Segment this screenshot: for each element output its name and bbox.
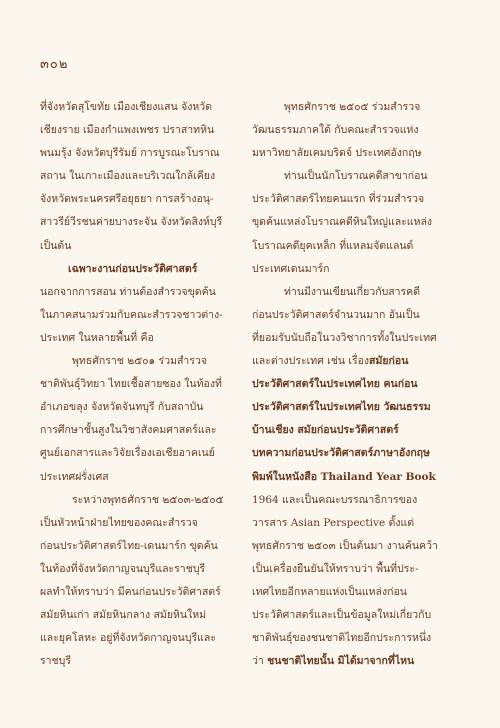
text-line: พนมรุ้ง จังหวัดบุรีรัมย์ การบูรณะโบราณ <box>40 147 220 160</box>
page-number: ๓๐๒ <box>40 57 69 72</box>
text-line: การศึกษาชั้นสูงในวิชาสังคมศาสตร์และ <box>40 424 217 437</box>
text-line: วารสาร Asian Perspective ตั้งแต่ <box>252 516 415 529</box>
text-line: ประวัติศาสตร์และเป็นข้อมูลใหม่เกี่ยวกับ <box>252 609 432 622</box>
text-line: โบราณคดียุคเหล็ก ที่แหลมจัตแลนด์ <box>252 239 414 252</box>
text-line <box>252 650 460 673</box>
text-line: บทความก่อนประวัติศาสตร์ภาษาอังกฤษ <box>252 447 430 460</box>
text-line: ที่จังหวัดสุโขทัย เมืองเชียงแสน จังหวัด <box>40 101 213 113</box>
text-line: เป็นหัวหน้าฝ่ายไทยของคณะสำรวจ <box>40 516 198 529</box>
text-line: เชียงราย เมืองกำแพงเพชร ปราสาทหิน <box>40 124 215 137</box>
text-line: ในภาคสนามร่วมกับคณะสำรวจชาวต่าง- <box>40 308 223 321</box>
text-line: ระหว่างพุทธศักราช ๒๕๐๓-๒๕๐๕ <box>72 493 224 506</box>
text-line: ชาติพันธุ์วิทยา ไทยเชื้อสายซอง ในท้องที่ <box>40 378 222 391</box>
text-line: สาวรีย์วีรชนค่ายบางระจัน จังหวัดสิงห์บุรี <box>40 216 223 229</box>
text-run: ว่า <box>252 655 268 668</box>
text-line <box>252 350 460 373</box>
left-column <box>40 96 248 673</box>
right-column <box>252 96 460 673</box>
text-line: บ้านเชียง สมัยก่อนประวัติศาสตร์ <box>252 424 399 437</box>
text-line: ที่ยอมรับนับถือในวงวิชาการทั้งในประเทศ <box>252 331 437 344</box>
text-line: ก่อนประวัติศาสตร์จำนวนมาก อันเป็น <box>252 308 420 321</box>
text-line: พุทธศักราช ๒๕๐๑ ร่วมสำรวจ <box>72 355 208 368</box>
text-line: ราชบุรี <box>40 655 71 668</box>
text-line: เทศไทยอีกหลายแห่งเป็นแหล่งก่อน <box>252 585 407 598</box>
text-line: ประเทศฝรั่งเศส <box>40 470 109 483</box>
text-line: ในท้องที่จังหวัดกาญจนบุรีและราชบุรี <box>40 562 206 575</box>
text-line: สมัยหินเก่า สมัยหินกลาง สมัยหินใหม่ <box>40 609 207 622</box>
bold-text-run: ชนชาติไทยนั้น มิได้มาจากที่ไหน <box>267 655 415 668</box>
text-line: และยุคโลหะ อยู่ที่จังหวัดกาญจนบุรีและ <box>40 632 216 645</box>
bold-text-run: สมัยก่อน <box>369 355 409 368</box>
text-line: เป็นต้น <box>40 239 72 252</box>
text-line: ประวัติศาสตร์ในประเทศไทย วัฒนธรรม <box>252 401 431 414</box>
text-run: และต่างประเทศ เช่น เรื่อง <box>252 355 370 368</box>
text-line: พุทธศักราช ๒๕๐๕ ร่วมสำรวจ <box>284 101 421 113</box>
text-line: ประเทศเดนมาร์ก <box>252 262 330 275</box>
text-line: ประวัติศาสตร์ไทยคนแรก ที่ร่วมสำรวจ <box>252 193 425 206</box>
text-line: ประวัติศาสตร์ในประเทศไทย คนก่อน <box>252 378 418 391</box>
text-line: อำเภอขลุง จังหวัดจันทบุรี กับสถาบัน <box>40 401 204 414</box>
text-line: ท่านมีงานเขียนเกี่ยวกับสารคดี <box>284 285 421 298</box>
text-line: จังหวัดพระนครศรีอยุธยา การสร้างอนุ- <box>40 193 214 206</box>
text-line: พุทธศักราช ๒๕๐๓ เป็นต้นมา งานค้นคว้า <box>252 539 438 552</box>
text-line: ก่อนประวัติศาสตร์ไทย-เดนมาร์ก ขุดค้น <box>40 539 218 552</box>
text-line: มหาวิทยาลัยเคมบริดจ์ ประเทศอังกฤษ <box>252 147 422 160</box>
text-line: เป็นเครื่องยืนยันให้ทราบว่า พื้นที่ประ- <box>252 562 419 575</box>
text-line: ประเทศ ในหลายพื้นที่ คือ <box>40 331 154 344</box>
text-line: 1964 และเป็นคณะบรรณาธิการของ <box>252 493 418 506</box>
text-line: ขุดค้นแหล่งโบราณคดีหินใหญ่และแหล่ง <box>252 216 433 229</box>
text-line: เฉพาะงานก่อนประวัติศาสตร์ <box>68 262 198 275</box>
text-line: วัฒนธรรมภาคใต้ กับคณะสำรวจแห่ง <box>252 124 419 137</box>
text-line: ชาติพันธุ์ของชนชาติไทยอีกประการหนึ่ง <box>252 632 432 645</box>
text-line: ผลทำให้ทราบว่า มีคนก่อนประวัติศาสตร์ <box>40 585 221 598</box>
text-line: ท่านเป็นนักโบราณคดีสาขาก่อน <box>284 170 428 183</box>
text-line: พิมพ์ในหนังสือ Thailand Year Book <box>252 470 436 483</box>
text-line: ศูนย์เอกสารและวิจัยเรื่องเอเชียอาคเนย์ <box>40 447 215 460</box>
text-line: นอกจากการสอน ท่านต้องสำรวจขุดค้น <box>40 285 216 298</box>
text-line: สถาน ในเกาะเมืองและบริเวณใกล้เคียง <box>40 170 216 183</box>
